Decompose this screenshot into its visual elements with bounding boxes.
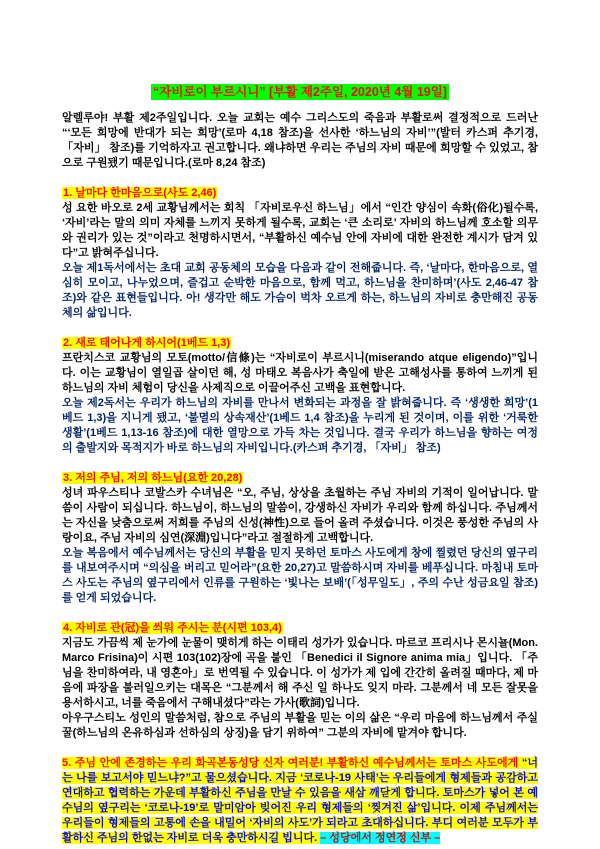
intro-paragraph: 알렐루야! 부활 제2주일입니다. 오늘 교회는 예수 그리스도의 죽음과 부활로써 결정적으로 드러난 “‘모든 희망에 반대가 되는 희망’(로마 4,18 참조)을 선사한 ‘하느님의 자비’”(발터 카스퍼 추기경, 「자비」 참조)를 기억하자고 권고합니다. 왜냐하면 우리는 주님의 자비 때문에 희망할 수 있었고, 참으로 구원됐기 때문입니다.(로마 8,24 참조) [62, 112, 538, 169]
section-4-closing-paragraph: 아우구스티노 성인의 말씀처럼, 참으로 주님의 부활을 믿는 이의 삶은 “우리 마음에 하느님께서 주실 꿀(하느님의 온유하심과 선하심의 상징)을 담기 위하여” 그분의 자비에 맡겨야 합니다. [62, 712, 538, 739]
section-4-paragraph: 지금도 가끔씩 제 눈가에 눈물이 맺히게 하는 이태리 성가가 있습니다. 마르코 프리시나 몬시뇰(Mon. Marco Frisina)이 시편 103(102)장에 곡을 붙인 「Benedici il Signore anima mia」입니다. 「주님을 찬미하여라, 내 영혼아」로 번역될 수 있습니다. 이 성가가 제 입에 간간히 올려질 때마다, 제 마음에 파장을 불러일으키는 대목은 “그분께서 해 주신 일 하나도 잊지 마라. 그분께서 네 모든 잘못을 용서하시고, 너를 죽음에서 구해내셨다”라는 가사(歌詞)입니다. [62, 637, 538, 709]
section-2-paragraph: 프란치스코 교황님의 모토(motto/信條)는 “자비로이 부르시니(miserando atque eligendo)”입니다. 이는 교황님이 열일곱 살이던 해, 성 마태오 복음사가 축일에 받은 고해성사를 통하여 느끼게 된 하느님의 자비 체험이 당신을 사제직으로 이끌어주신 고백을 표현합니다. [62, 352, 538, 394]
closing-lead-text: 5. 주님 안에 존경하는 우리 화곡본동성당 신자 여러분! 부활하신 예수님께서는 토마스 사도에게 [62, 757, 522, 769]
section-4 [62, 621, 538, 741]
document-title-highlight: “자비로이 부르시니” [부활 제2주일, 2020년 4월 19일] [153, 85, 447, 99]
closing-body-text: “너는 나를 보고서야 믿느냐?”고 물으셨습니다. 지금 ‘코로나-19 사태’는 우리들에게 형제들과 공감하고 연대하고 협력하는 가운데 부활하신 주님을 만날 수 있음을 새삼 깨닫게 합니다. 토마스가 넣어 본 예수님의 옆구리는 ‘코로나-19’로 말미암아 빚어진 우리 형제들의 ‘찢겨진 삶’입니다. 이제 주님께서는 우리들이 형제들의 고통에 손을 내밀어 ‘자비의 사도’가 되라고 초대하십니다. 부디 여러분 모두가 부활하신 주님의 한없는 자비로 더욱 충만하시길 빕니다. [62, 757, 538, 844]
section-3-heading-highlight: 3. 저의 주님, 저의 하느님(요한 20,28) [63, 472, 243, 484]
section-1-reading-paragraph: 오늘 제1독서에서는 초대 교회 공동체의 모습을 다음과 같이 전해줍니다. 즉, ‘날마다, 한마음으로, 열심히 모이고, 나누었으며, 즐겁고 순박한 마음으로, 함께 먹고, 하느님을 찬미하며’(사도 2,46-47 참조)와 같은 표현들입니다. 아! 생각만 해도 가슴이 벅차 오르게 하는, 하느님의 자비로 충만해진 공동체의 삶입니다. [62, 262, 538, 319]
section-2-heading-highlight: 2. 새로 태어나게 하시어(1베드 1,3) [63, 337, 231, 349]
section-1-heading [62, 186, 538, 201]
section-4-heading-highlight: 4. 자비로 관(冠)을 씌워 주시는 분(시편 103,4) [63, 622, 282, 634]
section-2-reading-paragraph: 오늘 제2독서는 우리가 하느님의 자비를 만나서 변화되는 과정을 잘 밝혀줍니다. 즉 ‘생생한 희망’(1베드 1,3)을 지니게 됐고, ‘불멸의 상속재산’(1베드 1,4 참조)을 누리게 된 것이며, 이를 위한 ‘거룩한 생활’(1베드 1,13-16 참조)에 대한 열망으로 가득 차는 것입니다. 결국 우리가 하느님을 향하는 여정의 출발지와 목적지가 바로 하느님의 자비입니다.(카스퍼 추기경, 「자비」 참조) [62, 397, 538, 454]
section-5-closing [62, 756, 538, 846]
section-2 [62, 336, 538, 456]
section-2-heading [62, 336, 538, 351]
priest-signature: – 성당에서 정연정 신부 – [320, 832, 441, 844]
section-3 [62, 471, 538, 606]
closing-paragraph [62, 756, 538, 846]
section-4-heading [62, 621, 538, 636]
section-3-heading [62, 471, 538, 486]
section-1 [62, 186, 538, 321]
closing-highlight [62, 757, 538, 844]
section-1-paragraph: 성 요한 바오로 2세 교황님께서는 회칙 「자비로우신 하느님」에서 “인간 양심이 속화(俗化)될수록, ‘자비’라는 말의 의미 자체를 느끼지 못하게 될수록, 교회는 ‘큰 소리로’ 자비의 하느님께 호소할 의무와 권리가 있는 것”이라고 천명하시면서, “부활하신 예수님 안에 자비에 대한 완전한 계시가 담겨 있다”고 밝혀주십니다. [62, 202, 538, 259]
section-3-reading-paragraph: 오늘 복음에서 예수님께서는 당신의 부활을 믿지 못하던 토마스 사도에게 창에 찔렸던 당신의 옆구리를 내보여주시며 “의심을 버리고 믿어라”(요한 20,27)고 말씀하시며 자비를 베푸십니다. 마침내 토마스 사도는 주님의 옆구리에서 인류를 구원하는 ‘빛나는 보배’(「성무일도」, 주의 수난 성금요일 참조)를 얻게 되었습니다. [62, 547, 538, 604]
section-3-paragraph: 성녀 파우스티나 코발스카 수녀님은 “오, 주님, 상상을 초월하는 주님 자비의 기적이 일어납니다. 말씀이 사람이 되십니다. 하느님이, 하느님의 말씀이, 강생하신 자비가 우리와 함께 하십니다. 주님께서는 자신을 낮춤으로써 저희를 주님의 신성(神性)으로 들어 올려 주셨습니다. 이것은 풍성한 주님의 사랑이요, 주님 자비의 심연(深淵)입니다”라고 절절하게 고백합니다. [62, 487, 538, 544]
document-title [62, 84, 538, 100]
section-1-heading-highlight: 1. 날마다 한마음으로(사도 2,46) [63, 187, 217, 199]
